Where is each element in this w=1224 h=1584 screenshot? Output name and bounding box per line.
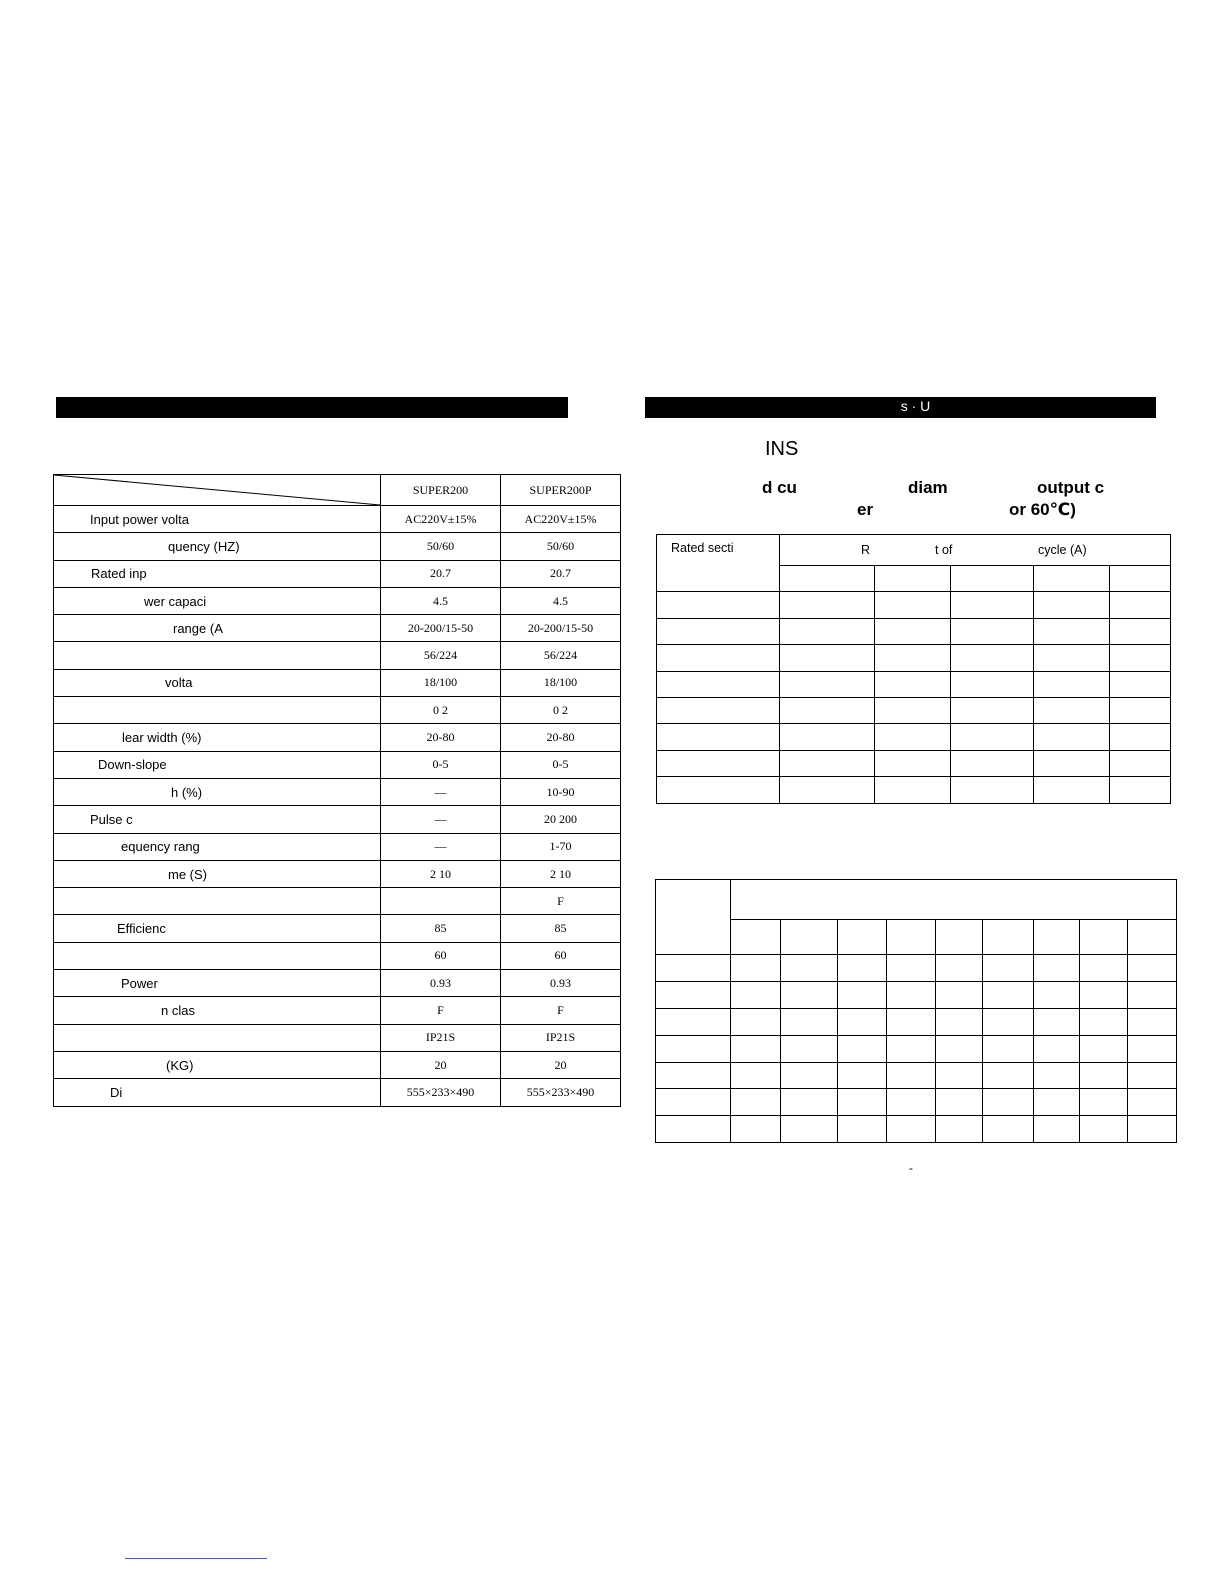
table-cell — [1080, 920, 1128, 955]
spec-value-super200p: 555×233×490 — [501, 1079, 621, 1106]
table-cell — [780, 724, 875, 750]
table-cell — [780, 618, 875, 644]
spec-param-cell: Pulse c — [54, 806, 381, 833]
table-cell — [1034, 1035, 1080, 1062]
table-cell — [887, 1089, 936, 1116]
spec-param-cell: Down-slope — [54, 751, 381, 778]
spec-param-cell — [54, 642, 381, 669]
table-cell — [983, 1116, 1034, 1143]
spec-row — [54, 642, 621, 669]
table-cell — [983, 1035, 1034, 1062]
spec-value-super200: 0 2 — [381, 697, 501, 724]
table-cell — [780, 697, 875, 723]
table-cell — [1110, 618, 1171, 644]
spec-row — [54, 669, 621, 696]
spec-value-super200: F — [381, 997, 501, 1024]
table-row — [657, 724, 1171, 750]
spec-param-cell: Input power volta — [54, 506, 381, 533]
table-row — [657, 671, 1171, 697]
table-cell — [780, 566, 875, 592]
spec-value-super200p: 18/100 — [501, 669, 621, 696]
table-row — [657, 592, 1171, 618]
table-cell — [887, 955, 936, 982]
spec-header-row — [54, 475, 621, 506]
spec-param-cell: (KG) — [54, 1051, 381, 1078]
spec-value-super200: — — [381, 833, 501, 860]
table-cell — [656, 1008, 731, 1035]
table-cell — [1110, 724, 1171, 750]
table-cell — [951, 566, 1034, 592]
spec-param-cell: Efficienc — [54, 915, 381, 942]
model-super200p-header: SUPER200P — [501, 475, 621, 506]
footnote-line — [125, 1558, 267, 1559]
table-row — [657, 750, 1171, 776]
table-cell — [838, 1035, 887, 1062]
spec-value-super200: 60 — [381, 942, 501, 969]
table-cell — [1110, 697, 1171, 723]
spec-value-super200: IP21S — [381, 1024, 501, 1051]
table-cell — [951, 724, 1034, 750]
table-cell — [657, 777, 780, 803]
spec-row — [54, 751, 621, 778]
table-cell — [1034, 1089, 1080, 1116]
spec-value-super200: 4.5 — [381, 587, 501, 614]
table-cell — [936, 981, 983, 1008]
table-cell — [1034, 645, 1110, 671]
spec-value-super200: 0.93 — [381, 970, 501, 997]
spec-value-super200: 18/100 — [381, 669, 501, 696]
table-row — [657, 645, 1171, 671]
table-cell — [781, 1008, 838, 1035]
table-cell — [781, 1062, 838, 1089]
table-cell — [780, 592, 875, 618]
table-cell — [838, 920, 887, 955]
table-cell — [875, 645, 951, 671]
spec-value-super200: 20-200/15-50 — [381, 615, 501, 642]
table-cell — [731, 1089, 781, 1116]
table-cell — [951, 671, 1034, 697]
table-cell — [983, 1008, 1034, 1035]
table-row — [656, 1062, 1177, 1089]
table-row — [656, 1008, 1177, 1035]
spec-value-super200: — — [381, 806, 501, 833]
table-cell — [887, 1116, 936, 1143]
spec-value-super200p: AC220V±15% — [501, 506, 621, 533]
spec-row — [54, 915, 621, 942]
table-cell — [951, 618, 1034, 644]
table-cell — [875, 750, 951, 776]
spec-row — [54, 860, 621, 887]
heading-fragment: or 60℃) — [1009, 500, 1076, 519]
table-cell — [1034, 724, 1110, 750]
spec-value-super200p: 60 — [501, 942, 621, 969]
spec-row — [54, 1024, 621, 1051]
table-cell — [1080, 1089, 1128, 1116]
heading-fragment: er — [857, 500, 874, 519]
table-cell — [1128, 1008, 1177, 1035]
spec-value-super200p: 2 10 — [501, 860, 621, 887]
spec-param-cell: quency (HZ) — [54, 533, 381, 560]
rated-current-header — [780, 535, 1171, 566]
table-cell — [1034, 592, 1110, 618]
table-cell — [875, 671, 951, 697]
spec-value-super200p: F — [501, 888, 621, 915]
spec-row — [54, 888, 621, 915]
spec-row — [54, 1079, 621, 1106]
table-cell — [1034, 777, 1110, 803]
spec-row — [54, 970, 621, 997]
spec-row — [54, 615, 621, 642]
table-cell — [887, 920, 936, 955]
spec-value-super200: 2 10 — [381, 860, 501, 887]
table-cell — [731, 920, 781, 955]
spec-value-super200p: F — [501, 997, 621, 1024]
table-cell — [1128, 920, 1177, 955]
section-title: INS — [765, 438, 799, 460]
spec-value-super200p: 20 — [501, 1051, 621, 1078]
spec-value-super200p: 20-200/15-50 — [501, 615, 621, 642]
spec-value-super200p: 20.7 — [501, 560, 621, 587]
table-cell — [1128, 1089, 1177, 1116]
table-cell — [838, 1062, 887, 1089]
table-cell — [838, 1008, 887, 1035]
table-cell — [731, 1035, 781, 1062]
spec-row — [54, 997, 621, 1024]
table-cell — [656, 1035, 731, 1062]
spec-param-cell — [54, 1024, 381, 1051]
table-cell — [1110, 645, 1171, 671]
table-cell — [1110, 671, 1171, 697]
table-cell — [1034, 920, 1080, 955]
spec-value-super200: 56/224 — [381, 642, 501, 669]
table-cell — [780, 750, 875, 776]
left-header-bar — [56, 397, 568, 418]
table-cell — [838, 955, 887, 982]
table-cell — [1128, 1116, 1177, 1143]
spec-value-super200p: 20-80 — [501, 724, 621, 751]
spec-value-super200p: 0.93 — [501, 970, 621, 997]
table-cell — [951, 645, 1034, 671]
spec-value-super200: AC220V±15% — [381, 506, 501, 533]
table-cell — [780, 645, 875, 671]
spec-row — [54, 533, 621, 560]
table-cell — [951, 777, 1034, 803]
spec-value-super200p: 10-90 — [501, 778, 621, 805]
spec-row — [54, 833, 621, 860]
spec-table — [53, 474, 621, 1107]
spec-param-cell: Di — [54, 1079, 381, 1106]
table-cell — [936, 1035, 983, 1062]
table-row — [656, 920, 1177, 955]
spec-value-super200: 0-5 — [381, 751, 501, 778]
spec-value-super200: — — [381, 778, 501, 805]
spec-param-cell: h (%) — [54, 778, 381, 805]
spec-row — [54, 806, 621, 833]
table-cell — [875, 592, 951, 618]
spec-value-super200p: 0 2 — [501, 697, 621, 724]
table-cell — [1128, 1035, 1177, 1062]
table-cell — [875, 777, 951, 803]
table-cell — [936, 1008, 983, 1035]
right-header-bar: s · U — [645, 397, 1156, 418]
table-cell — [951, 592, 1034, 618]
table2-corner-cell — [656, 880, 731, 955]
table-row — [657, 697, 1171, 723]
table-cell — [983, 1062, 1034, 1089]
spec-value-super200 — [381, 888, 501, 915]
table-cell — [1110, 777, 1171, 803]
spec-param-cell: wer capaci — [54, 587, 381, 614]
table-row — [657, 618, 1171, 644]
spec-row — [54, 724, 621, 751]
table-cell — [1110, 592, 1171, 618]
rated-section-header: Rated secti — [657, 535, 780, 592]
spec-param-cell: volta — [54, 669, 381, 696]
spec-value-super200: 20-80 — [381, 724, 501, 751]
heading-fragment: d cu — [762, 478, 797, 497]
table-cell — [983, 920, 1034, 955]
table-row — [656, 981, 1177, 1008]
table-cell — [657, 697, 780, 723]
spec-row — [54, 942, 621, 969]
table-cell — [838, 981, 887, 1008]
table-cell — [1128, 1062, 1177, 1089]
table-row — [656, 955, 1177, 982]
header-fragment: t of — [935, 543, 953, 557]
spec-value-super200: 20 — [381, 1051, 501, 1078]
table-cell — [656, 981, 731, 1008]
spec-value-super200: 85 — [381, 915, 501, 942]
table-cell — [983, 981, 1034, 1008]
second-table — [655, 879, 1177, 1143]
table-cell — [781, 920, 838, 955]
table-cell — [1034, 618, 1110, 644]
spec-value-super200p: 4.5 — [501, 587, 621, 614]
table-cell — [887, 1035, 936, 1062]
table-cell — [1034, 1008, 1080, 1035]
table-cell — [1128, 981, 1177, 1008]
table-cell — [657, 671, 780, 697]
table-cell — [780, 671, 875, 697]
table-cell — [657, 592, 780, 618]
table-cell — [875, 566, 951, 592]
table-cell — [936, 955, 983, 982]
table-cell — [1034, 1062, 1080, 1089]
spec-param-cell — [54, 942, 381, 969]
spec-param-cell: range (A — [54, 615, 381, 642]
table-cell — [875, 618, 951, 644]
table-cell — [731, 981, 781, 1008]
spec-row — [54, 560, 621, 587]
spec-value-super200p: 85 — [501, 915, 621, 942]
table-cell — [951, 750, 1034, 776]
table-cell — [780, 777, 875, 803]
spec-value-super200p: 56/224 — [501, 642, 621, 669]
spec-value-super200p: 1-70 — [501, 833, 621, 860]
table-row — [656, 1035, 1177, 1062]
spec-row — [54, 778, 621, 805]
table-cell — [838, 1116, 887, 1143]
table-cell — [1128, 955, 1177, 982]
table-cell — [656, 1116, 731, 1143]
spec-value-super200p: 20 200 — [501, 806, 621, 833]
spec-param-cell — [54, 697, 381, 724]
spec-row — [54, 587, 621, 614]
table-cell — [838, 1089, 887, 1116]
table-cell — [1080, 1062, 1128, 1089]
table-cell — [1110, 566, 1171, 592]
table-cell — [1110, 750, 1171, 776]
table-cell — [656, 955, 731, 982]
diagonal-header-cell — [54, 475, 381, 506]
spec-value-super200: 20.7 — [381, 560, 501, 587]
table-cell — [657, 750, 780, 776]
table-cell — [887, 981, 936, 1008]
table-cell — [781, 981, 838, 1008]
spec-value-super200p: 0-5 — [501, 751, 621, 778]
table-row — [657, 777, 1171, 803]
table-row — [656, 1116, 1177, 1143]
table-cell — [731, 1008, 781, 1035]
table-cell — [731, 1062, 781, 1089]
rated-current-table — [656, 534, 1171, 804]
spec-value-super200p: 50/60 — [501, 533, 621, 560]
table-cell — [1080, 981, 1128, 1008]
model-super200-header: SUPER200 — [381, 475, 501, 506]
spec-param-cell: me (S) — [54, 860, 381, 887]
table-cell — [1080, 1116, 1128, 1143]
spec-value-super200: 555×233×490 — [381, 1079, 501, 1106]
table-cell — [936, 920, 983, 955]
table-cell — [781, 955, 838, 982]
spec-value-super200: 50/60 — [381, 533, 501, 560]
table-cell — [1080, 1008, 1128, 1035]
heading-fragment: output c — [1037, 478, 1105, 497]
header-fragment: R — [861, 543, 871, 557]
table-cell — [657, 645, 780, 671]
spec-row — [54, 697, 621, 724]
table-cell — [656, 1062, 731, 1089]
table-cell — [657, 618, 780, 644]
table-cell — [1034, 750, 1110, 776]
spec-param-cell: n clas — [54, 997, 381, 1024]
page-number: - — [909, 1161, 913, 1175]
table-cell — [731, 955, 781, 982]
table-row — [656, 1089, 1177, 1116]
table-cell — [731, 1116, 781, 1143]
heading-fragment: diam — [908, 478, 948, 497]
table-cell — [781, 1116, 838, 1143]
table-cell — [1080, 955, 1128, 982]
table-cell — [983, 1089, 1034, 1116]
spec-value-super200p: IP21S — [501, 1024, 621, 1051]
table-cell — [781, 1035, 838, 1062]
spec-param-cell: Rated inp — [54, 560, 381, 587]
table-cell — [875, 697, 951, 723]
table-cell — [1034, 955, 1080, 982]
table-cell — [1034, 1116, 1080, 1143]
table-cell — [887, 1008, 936, 1035]
table-cell — [887, 1062, 936, 1089]
spec-param-cell: lear width (%) — [54, 724, 381, 751]
table-cell — [936, 1116, 983, 1143]
spec-param-cell: equency rang — [54, 833, 381, 860]
table2-header-cell — [731, 880, 1177, 920]
table-cell — [656, 1089, 731, 1116]
table-cell — [983, 955, 1034, 982]
spec-param-cell — [54, 888, 381, 915]
table-cell — [657, 724, 780, 750]
table-cell — [1034, 671, 1110, 697]
spec-row — [54, 506, 621, 533]
table-cell — [1034, 697, 1110, 723]
table-cell — [875, 724, 951, 750]
table-cell — [951, 697, 1034, 723]
table-cell — [936, 1089, 983, 1116]
table-cell — [1034, 981, 1080, 1008]
table-cell — [936, 1062, 983, 1089]
table-cell — [781, 1089, 838, 1116]
table-cell — [1034, 566, 1110, 592]
spec-row — [54, 1051, 621, 1078]
header-fragment: cycle (A) — [1038, 543, 1087, 557]
table-cell — [1080, 1035, 1128, 1062]
spec-param-cell: Power — [54, 970, 381, 997]
